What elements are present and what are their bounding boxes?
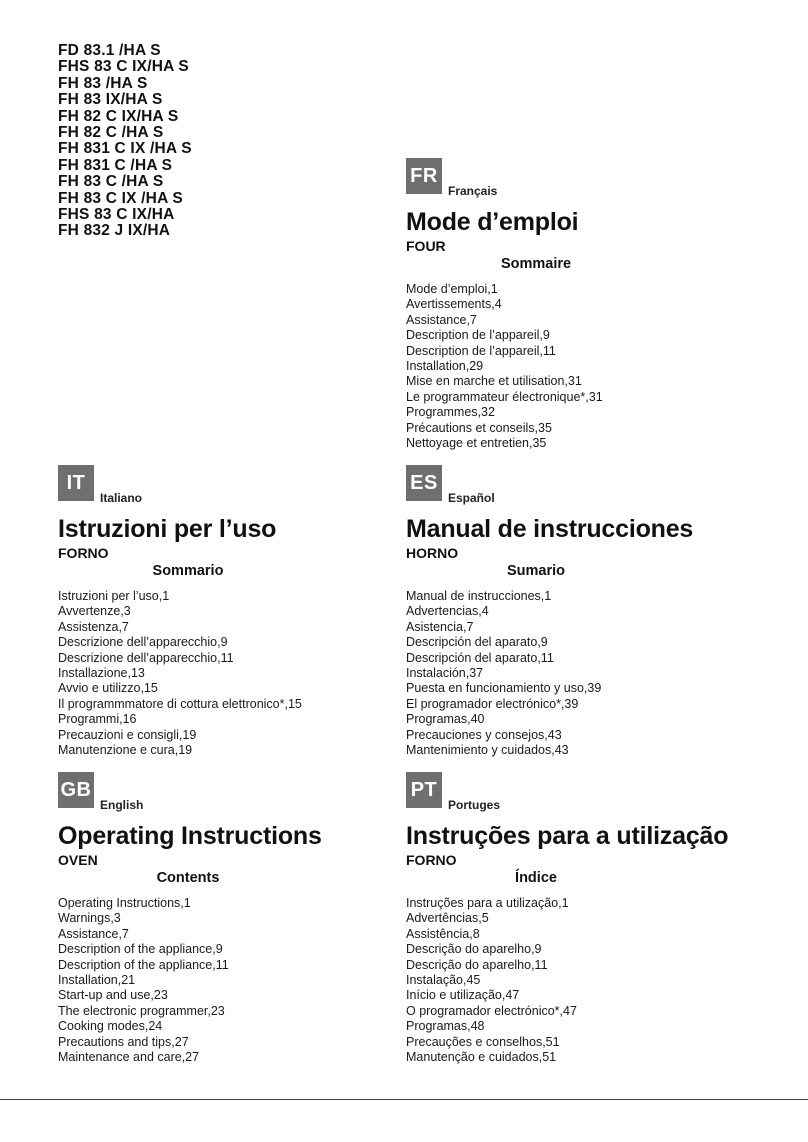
appliance-type: OVEN	[58, 852, 98, 868]
section-portuguese	[406, 772, 736, 1065]
toc-item: Description de l’appareil,9	[406, 328, 550, 343]
toc-item: O programador electrónico*,47	[406, 1003, 577, 1018]
toc-item: Mise en marche et utilisation,31	[406, 374, 582, 389]
toc-item: Warnings,3	[58, 911, 121, 926]
toc-item: Descrizione dell’apparecchio,9	[58, 635, 228, 650]
model-number: FD 83.1 /HA S	[58, 42, 161, 59]
appliance-type: FORNO	[58, 545, 109, 561]
toc-item: Puesta en funcionamiento y uso,39	[406, 681, 602, 696]
language-header	[406, 772, 736, 816]
toc-heading: Índice	[515, 870, 557, 886]
toc-item: Advertencias,4	[406, 604, 489, 619]
toc-item: Início e utilização,47	[406, 988, 520, 1003]
table-of-contents	[58, 896, 229, 1065]
table-of-contents	[406, 896, 577, 1065]
toc-heading: Sommario	[152, 563, 224, 579]
toc-item: Precauciones y consejos,43	[406, 727, 562, 742]
language-code-badge: GB	[58, 772, 94, 808]
toc-item: Avvio e utilizzo,15	[58, 681, 158, 696]
toc-item: Manutenção e cuidados,51	[406, 1050, 557, 1065]
toc-item: Installation,29	[406, 359, 484, 374]
manual-title: Instruções para a utilização	[406, 822, 729, 850]
appliance-type: FORNO	[406, 852, 457, 868]
toc-item: Avertissements,4	[406, 297, 502, 312]
toc-item: Nettoyage et entretien,35	[406, 436, 547, 451]
language-name: Français	[448, 184, 498, 198]
footer-divider	[0, 1099, 808, 1100]
model-number: FH 83 /HA S	[58, 74, 148, 92]
toc-item: Assistance,7	[58, 926, 129, 941]
toc-item: Avvertenze,3	[58, 604, 131, 619]
toc-item: Mode d’emploi,1	[406, 282, 498, 296]
table-of-contents	[406, 282, 603, 451]
toc-item: Programas,40	[406, 712, 485, 727]
language-code-badge: FR	[406, 158, 442, 194]
section-italian	[58, 465, 388, 758]
toc-item: Descrizione dell’apparecchio,11	[58, 650, 234, 665]
model-number: FH 82 C /HA S	[58, 124, 164, 142]
toc-heading: Sommaire	[500, 256, 572, 272]
model-number: FH 831 C /HA S	[58, 156, 173, 174]
toc-item: Instalação,45	[406, 973, 481, 988]
manual-title: Manual de instrucciones	[406, 515, 694, 543]
appliance-type: HORNO	[406, 545, 459, 561]
toc-item: Assistência,8	[406, 926, 480, 941]
appliance-type: FOUR	[406, 238, 446, 254]
manual-title: Mode d’emploi	[406, 208, 579, 236]
toc-item: Il programmmatore di cottura elettronico*,15	[58, 696, 302, 711]
toc-item: Maintenance and care,27	[58, 1050, 200, 1065]
model-number: FH 831 C IX /HA S	[58, 140, 192, 158]
toc-heading: Contents	[156, 870, 220, 886]
model-number: FH 83 C /HA S	[58, 173, 164, 191]
toc-item: Description de l’appareil,11	[406, 343, 556, 358]
language-header	[406, 158, 736, 202]
model-number: FHS 83 C IX/HA	[58, 206, 175, 224]
toc-item: Programmes,32	[406, 405, 495, 420]
toc-item: Descrição do aparelho,11	[406, 957, 548, 972]
toc-item: Cooking modes,24	[58, 1019, 163, 1034]
manual-title: Operating Instructions	[58, 822, 322, 850]
model-number: FH 83 C IX /HA S	[58, 189, 183, 207]
toc-item: Descrição do aparelho,9	[406, 942, 542, 957]
model-list	[58, 43, 192, 240]
language-code-badge: IT	[58, 465, 94, 501]
toc-item: Description of the appliance,9	[58, 942, 223, 957]
model-number: FH 82 C IX/HA S	[58, 107, 179, 125]
toc-item: Programmi,16	[58, 712, 137, 727]
toc-item: Assistenza,7	[58, 619, 129, 634]
toc-item: Descripción del aparato,9	[406, 635, 548, 650]
language-name: Portuges	[448, 798, 501, 812]
table-of-contents	[406, 589, 601, 758]
toc-item: Start-up and use,23	[58, 988, 168, 1003]
toc-item: Istruzioni per l’uso,1	[58, 589, 170, 603]
language-header	[406, 465, 736, 509]
toc-item: The electronic programmer,23	[58, 1003, 225, 1018]
language-code-badge: PT	[406, 772, 442, 808]
toc-item: Précautions et conseils,35	[406, 420, 552, 435]
toc-heading: Sumario	[506, 563, 565, 579]
toc-item: Programas,48	[406, 1019, 485, 1034]
section-french	[406, 158, 736, 451]
toc-item: Precauções e conselhos,51	[406, 1034, 560, 1049]
language-name: English	[100, 798, 144, 812]
language-header	[58, 772, 388, 816]
model-number: FH 832 J IX/HA	[58, 222, 171, 240]
toc-item: Description of the appliance,11	[58, 957, 229, 972]
model-number: FHS 83 C IX/HA S	[58, 58, 189, 76]
toc-item: Installazione,13	[58, 666, 145, 681]
language-name: Español	[448, 491, 495, 505]
language-code-badge: ES	[406, 465, 442, 501]
toc-item: Descripción del aparato,11	[406, 650, 554, 665]
model-number: FH 83 IX/HA S	[58, 91, 163, 109]
toc-item: Operating Instructions,1	[58, 896, 191, 910]
section-spanish	[406, 465, 736, 758]
toc-item: El programador electrónico*,39	[406, 696, 579, 711]
toc-item: Instalación,37	[406, 666, 484, 681]
toc-item: Mantenimiento y cuidados,43	[406, 743, 569, 758]
toc-item: Assistance,7	[406, 312, 477, 327]
toc-item: Manual de instrucciones,1	[406, 589, 552, 603]
toc-item: Instruções para a utilização,1	[406, 896, 569, 910]
toc-item: Le programmateur électronique*,31	[406, 389, 603, 404]
toc-item: Asistencia,7	[406, 619, 474, 634]
manual-title: Istruzioni per l’uso	[58, 515, 277, 543]
toc-item: Manutenzione e cura,19	[58, 743, 193, 758]
language-name: Italiano	[100, 491, 143, 505]
toc-item: Advertências,5	[406, 911, 489, 926]
section-english	[58, 772, 388, 1065]
toc-item: Precautions and tips,27	[58, 1034, 189, 1049]
language-header	[58, 465, 388, 509]
toc-item: Installation,21	[58, 973, 136, 988]
toc-item: Precauzioni e consigli,19	[58, 727, 197, 742]
table-of-contents	[58, 589, 302, 758]
